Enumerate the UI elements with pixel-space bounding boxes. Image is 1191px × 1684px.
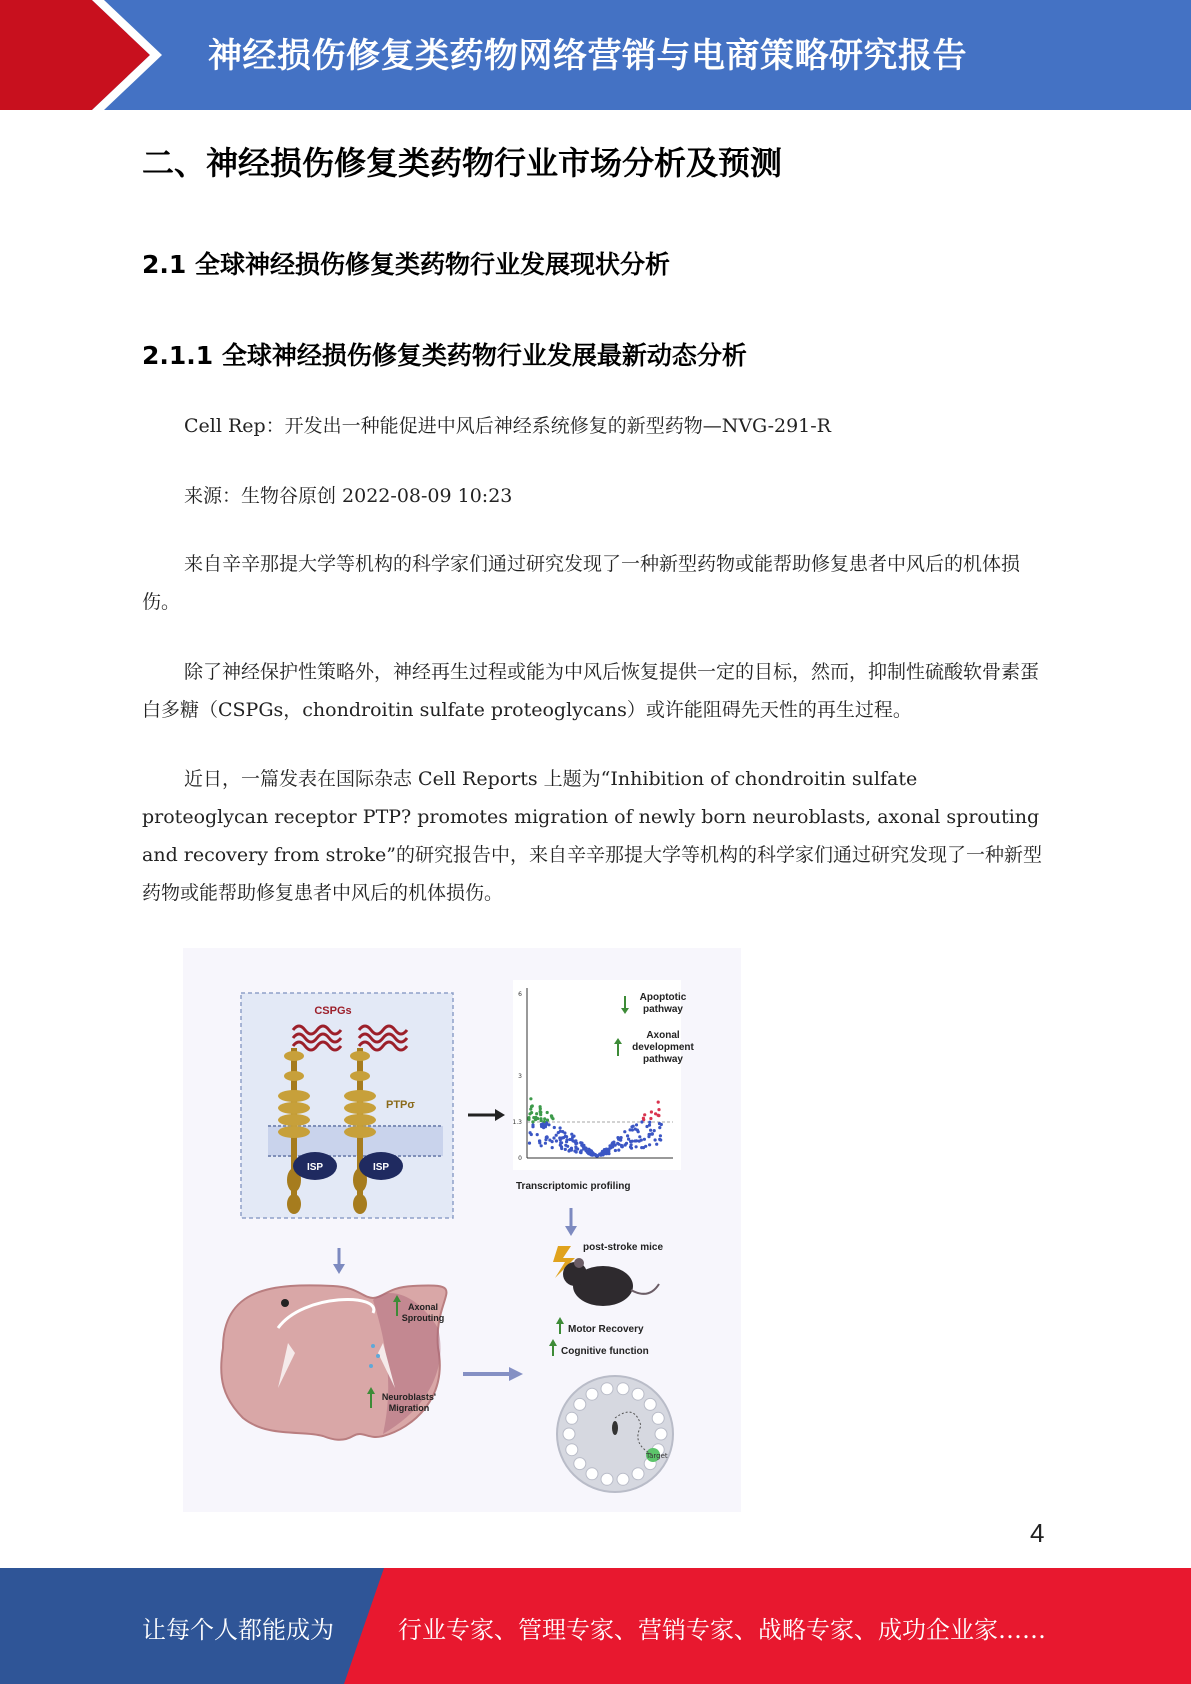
volcano-point (527, 1116, 530, 1119)
volcano-point (544, 1142, 547, 1145)
volcano-point (636, 1129, 639, 1132)
volcano-point (539, 1107, 542, 1110)
volcano-point (596, 1154, 599, 1157)
isp-label-right: ISP (372, 1162, 390, 1173)
volcano-point (659, 1134, 662, 1137)
volcano-point (603, 1152, 606, 1155)
mouse-tail-icon (631, 1284, 659, 1294)
motor-up-arrowhead (556, 1317, 564, 1324)
volcano-point (620, 1145, 623, 1148)
volcano-point (614, 1149, 617, 1152)
paragraph-intro: 来自辛辛那提大学等机构的科学家们通过研究发现了一种新型药物或能帮助修复患者中风后的机体损伤。 (142, 553, 1021, 613)
volcano-point (545, 1135, 548, 1138)
axonal-dev-label-3: pathway (642, 1054, 684, 1065)
maze-hole (632, 1388, 644, 1400)
volcano-point (560, 1147, 563, 1150)
volcano-point (543, 1117, 546, 1120)
volcano-point (586, 1151, 589, 1154)
volcano-point (570, 1138, 573, 1141)
cognitive-up-arrowhead (549, 1339, 557, 1346)
volcano-point (648, 1143, 651, 1146)
maze-hole (574, 1398, 586, 1410)
neuroblasts-label-1: Neuroblasts' (381, 1392, 437, 1402)
volcano-point (653, 1129, 656, 1132)
maze-hole (655, 1428, 667, 1440)
volcano-point (570, 1149, 573, 1152)
volcano-point (604, 1149, 607, 1152)
volcano-point (626, 1134, 629, 1137)
neuroblast-dot (376, 1354, 380, 1358)
volcano-point (627, 1138, 630, 1141)
volcano-point (539, 1110, 542, 1113)
volcano-point (560, 1141, 563, 1144)
volcano-point (575, 1150, 578, 1153)
subsection-heading: 2.1.1 全球神经损伤修复类药物行业发展最新动态分析 (142, 341, 747, 370)
volcano-point (530, 1133, 533, 1136)
volcano-point (649, 1129, 652, 1132)
volcano-point (634, 1139, 637, 1142)
volcano-point (529, 1097, 532, 1100)
volcano-point (584, 1147, 587, 1150)
volcano-point (580, 1149, 583, 1152)
volcano-point (564, 1144, 567, 1147)
volcano-point (555, 1134, 558, 1137)
volcano-point (659, 1138, 662, 1141)
volcano-point (657, 1108, 660, 1111)
report-title: 神经损伤修复类药物网络营销与电商策略研究报告 (208, 36, 967, 76)
volcano-point (648, 1121, 651, 1124)
volcano-point (546, 1111, 549, 1114)
arrow-right-head (495, 1109, 505, 1121)
footer-banner (0, 1568, 1191, 1684)
volcano-point (623, 1143, 626, 1146)
volcano-tick-6: 6 (518, 991, 522, 998)
volcano-point (530, 1111, 533, 1114)
cognitive-function-label: Cognitive function (561, 1346, 649, 1357)
volcano-point (640, 1146, 643, 1149)
maze-hole (601, 1473, 613, 1485)
volcano-point (528, 1142, 531, 1145)
neuroblasts-label-2: Migration (388, 1403, 430, 1413)
volcano-point (545, 1122, 548, 1125)
volcano-point (645, 1125, 648, 1128)
volcano-point (536, 1133, 539, 1136)
volcano-point (540, 1125, 543, 1128)
volcano-point (550, 1115, 553, 1118)
arrow-down-to-brain-head (333, 1264, 345, 1274)
maze-hole (601, 1383, 613, 1395)
volcano-point (565, 1135, 568, 1138)
volcano-point (540, 1144, 543, 1147)
paragraph-article-title: Cell Rep：开发出一种能促进中风后神经系统修复的新型药物—NVG-291-R (184, 415, 831, 437)
volcano-point (535, 1112, 538, 1115)
axonal-dev-label-2: development (632, 1042, 694, 1053)
cspgs-label: CSPGs (314, 1005, 352, 1017)
volcano-point (657, 1101, 660, 1104)
apoptotic-label: Apoptotic (639, 992, 687, 1003)
maze-hole (652, 1412, 664, 1424)
maze-mouse-icon (612, 1421, 618, 1435)
volcano-point (642, 1117, 645, 1120)
maze-hole (574, 1458, 586, 1470)
volcano-point (657, 1114, 660, 1117)
maze-hole (644, 1398, 656, 1410)
volcano-point (555, 1139, 558, 1142)
volcano-point (538, 1139, 541, 1142)
volcano-point (553, 1126, 556, 1129)
volcano-point (658, 1122, 661, 1125)
paragraph-background: 除了神经保护性策略外，神经再生过程或能为中风后恢复提供一定的目标，然而，抑制性硫酸软骨素蛋白多糖（CSPGs，chondroitin sulfate proteoglycans）或许能阻碍先天性的再生过程。 (142, 661, 1040, 721)
maze-target-label: Target (646, 1452, 668, 1460)
axonal-sprouting-label-2: Sprouting (401, 1313, 445, 1323)
footer-slogan-left: 让每个人都能成为 (142, 1616, 334, 1644)
volcano-point (601, 1150, 604, 1153)
ptp-label: PTPσ (386, 1099, 415, 1111)
volcano-point (580, 1144, 583, 1147)
footer-slogan-right: 行业专家、管理专家、营销专家、战略专家、成功企业家…… (398, 1616, 1046, 1644)
graphical-abstract-figure (183, 948, 741, 1512)
volcano-tick-0: 0 (518, 1155, 522, 1162)
volcano-point (611, 1142, 614, 1145)
volcano-point (614, 1144, 617, 1147)
volcano-point (551, 1140, 554, 1143)
isp-label-left: ISP (306, 1162, 324, 1173)
volcano-point (619, 1139, 622, 1142)
volcano-point (635, 1145, 638, 1148)
volcano-tick-3: 3 (518, 1073, 522, 1080)
volcano-point (649, 1117, 652, 1120)
volcano-point (629, 1145, 632, 1148)
report-header-banner (0, 0, 1191, 110)
neuron-icon (281, 1299, 289, 1307)
maze-hole (566, 1444, 578, 1456)
volcano-point (643, 1138, 646, 1141)
maze-hole (632, 1468, 644, 1480)
volcano-point (561, 1130, 564, 1133)
transcriptomic-label: Transcriptomic profiling (516, 1181, 631, 1192)
volcano-point (623, 1130, 626, 1133)
volcano-point (632, 1125, 635, 1128)
volcano-point (530, 1105, 533, 1108)
volcano-point (590, 1153, 593, 1156)
volcano-point (562, 1136, 565, 1139)
volcano-point (638, 1135, 641, 1138)
neuroblast-dot (369, 1364, 373, 1368)
paragraph-study: 近日，一篇发表在国际杂志 Cell Reports 上题为“Inhibition of chondroitin sulfate proteoglycan receptor PTP? promotes migration of newly born neuroblasts, axonal sprouting and recovery from stroke”的研究报告中，来自辛辛那提大学等机构的科学家们通过研究发现了一种新型药物或能帮助修复患者中风后的机体损伤。 (142, 768, 1042, 904)
volcano-point (559, 1126, 562, 1129)
maze-hole (586, 1388, 598, 1400)
volcano-tick-1-3: 1.3 (512, 1119, 522, 1126)
graphical-abstract-svg (183, 948, 741, 1512)
volcano-point (648, 1133, 651, 1136)
section-heading: 2.1 全球神经损伤修复类药物行业发展现状分析 (142, 250, 670, 279)
neuroblast-dot (371, 1344, 375, 1348)
volcano-point (650, 1110, 653, 1113)
arrow-down-to-mice-head (565, 1226, 577, 1236)
volcano-point (658, 1126, 661, 1129)
volcano-point (574, 1146, 577, 1149)
volcano-point (617, 1149, 620, 1152)
volcano-point (531, 1120, 534, 1123)
axonal-dev-label-1: Axonal (646, 1030, 680, 1041)
volcano-point (635, 1123, 638, 1126)
volcano-point (643, 1113, 646, 1116)
volcano-point (534, 1116, 537, 1119)
page-number: 4 (1030, 1518, 1045, 1548)
maze-hole (566, 1412, 578, 1424)
arrow-brain-to-outcomes-head (509, 1367, 523, 1381)
volcano-point (616, 1136, 619, 1139)
maze-hole (586, 1468, 598, 1480)
post-stroke-mice-label: post-stroke mice (583, 1242, 664, 1253)
volcano-point (631, 1128, 634, 1131)
axonal-sprouting-label-1: Axonal (407, 1302, 439, 1312)
motor-recovery-label: Motor Recovery (568, 1324, 644, 1335)
volcano-point (655, 1143, 658, 1146)
volcano-point (564, 1148, 567, 1151)
volcano-point (651, 1133, 654, 1136)
volcano-point (558, 1136, 561, 1139)
chapter-heading: 二、神经损伤修复类药物行业市场分析及预测 (142, 144, 783, 182)
volcano-point (638, 1140, 641, 1143)
mouse-ear-icon (574, 1258, 584, 1268)
maze-hole (563, 1428, 575, 1440)
volcano-point (540, 1119, 543, 1122)
volcano-point (552, 1136, 555, 1139)
volcano-point (640, 1120, 643, 1123)
volcano-point (531, 1123, 534, 1126)
header-red-arrow (0, 0, 150, 110)
apoptotic-label-2: pathway (642, 1004, 684, 1015)
maze-hole (617, 1473, 629, 1485)
volcano-point (551, 1146, 554, 1149)
volcano-point (607, 1151, 610, 1154)
volcano-point (654, 1138, 657, 1141)
maze-hole (617, 1383, 629, 1395)
paragraph-source: 来源：生物谷原创 2022-08-09 10:23 (184, 485, 513, 507)
volcano-point (565, 1140, 568, 1143)
